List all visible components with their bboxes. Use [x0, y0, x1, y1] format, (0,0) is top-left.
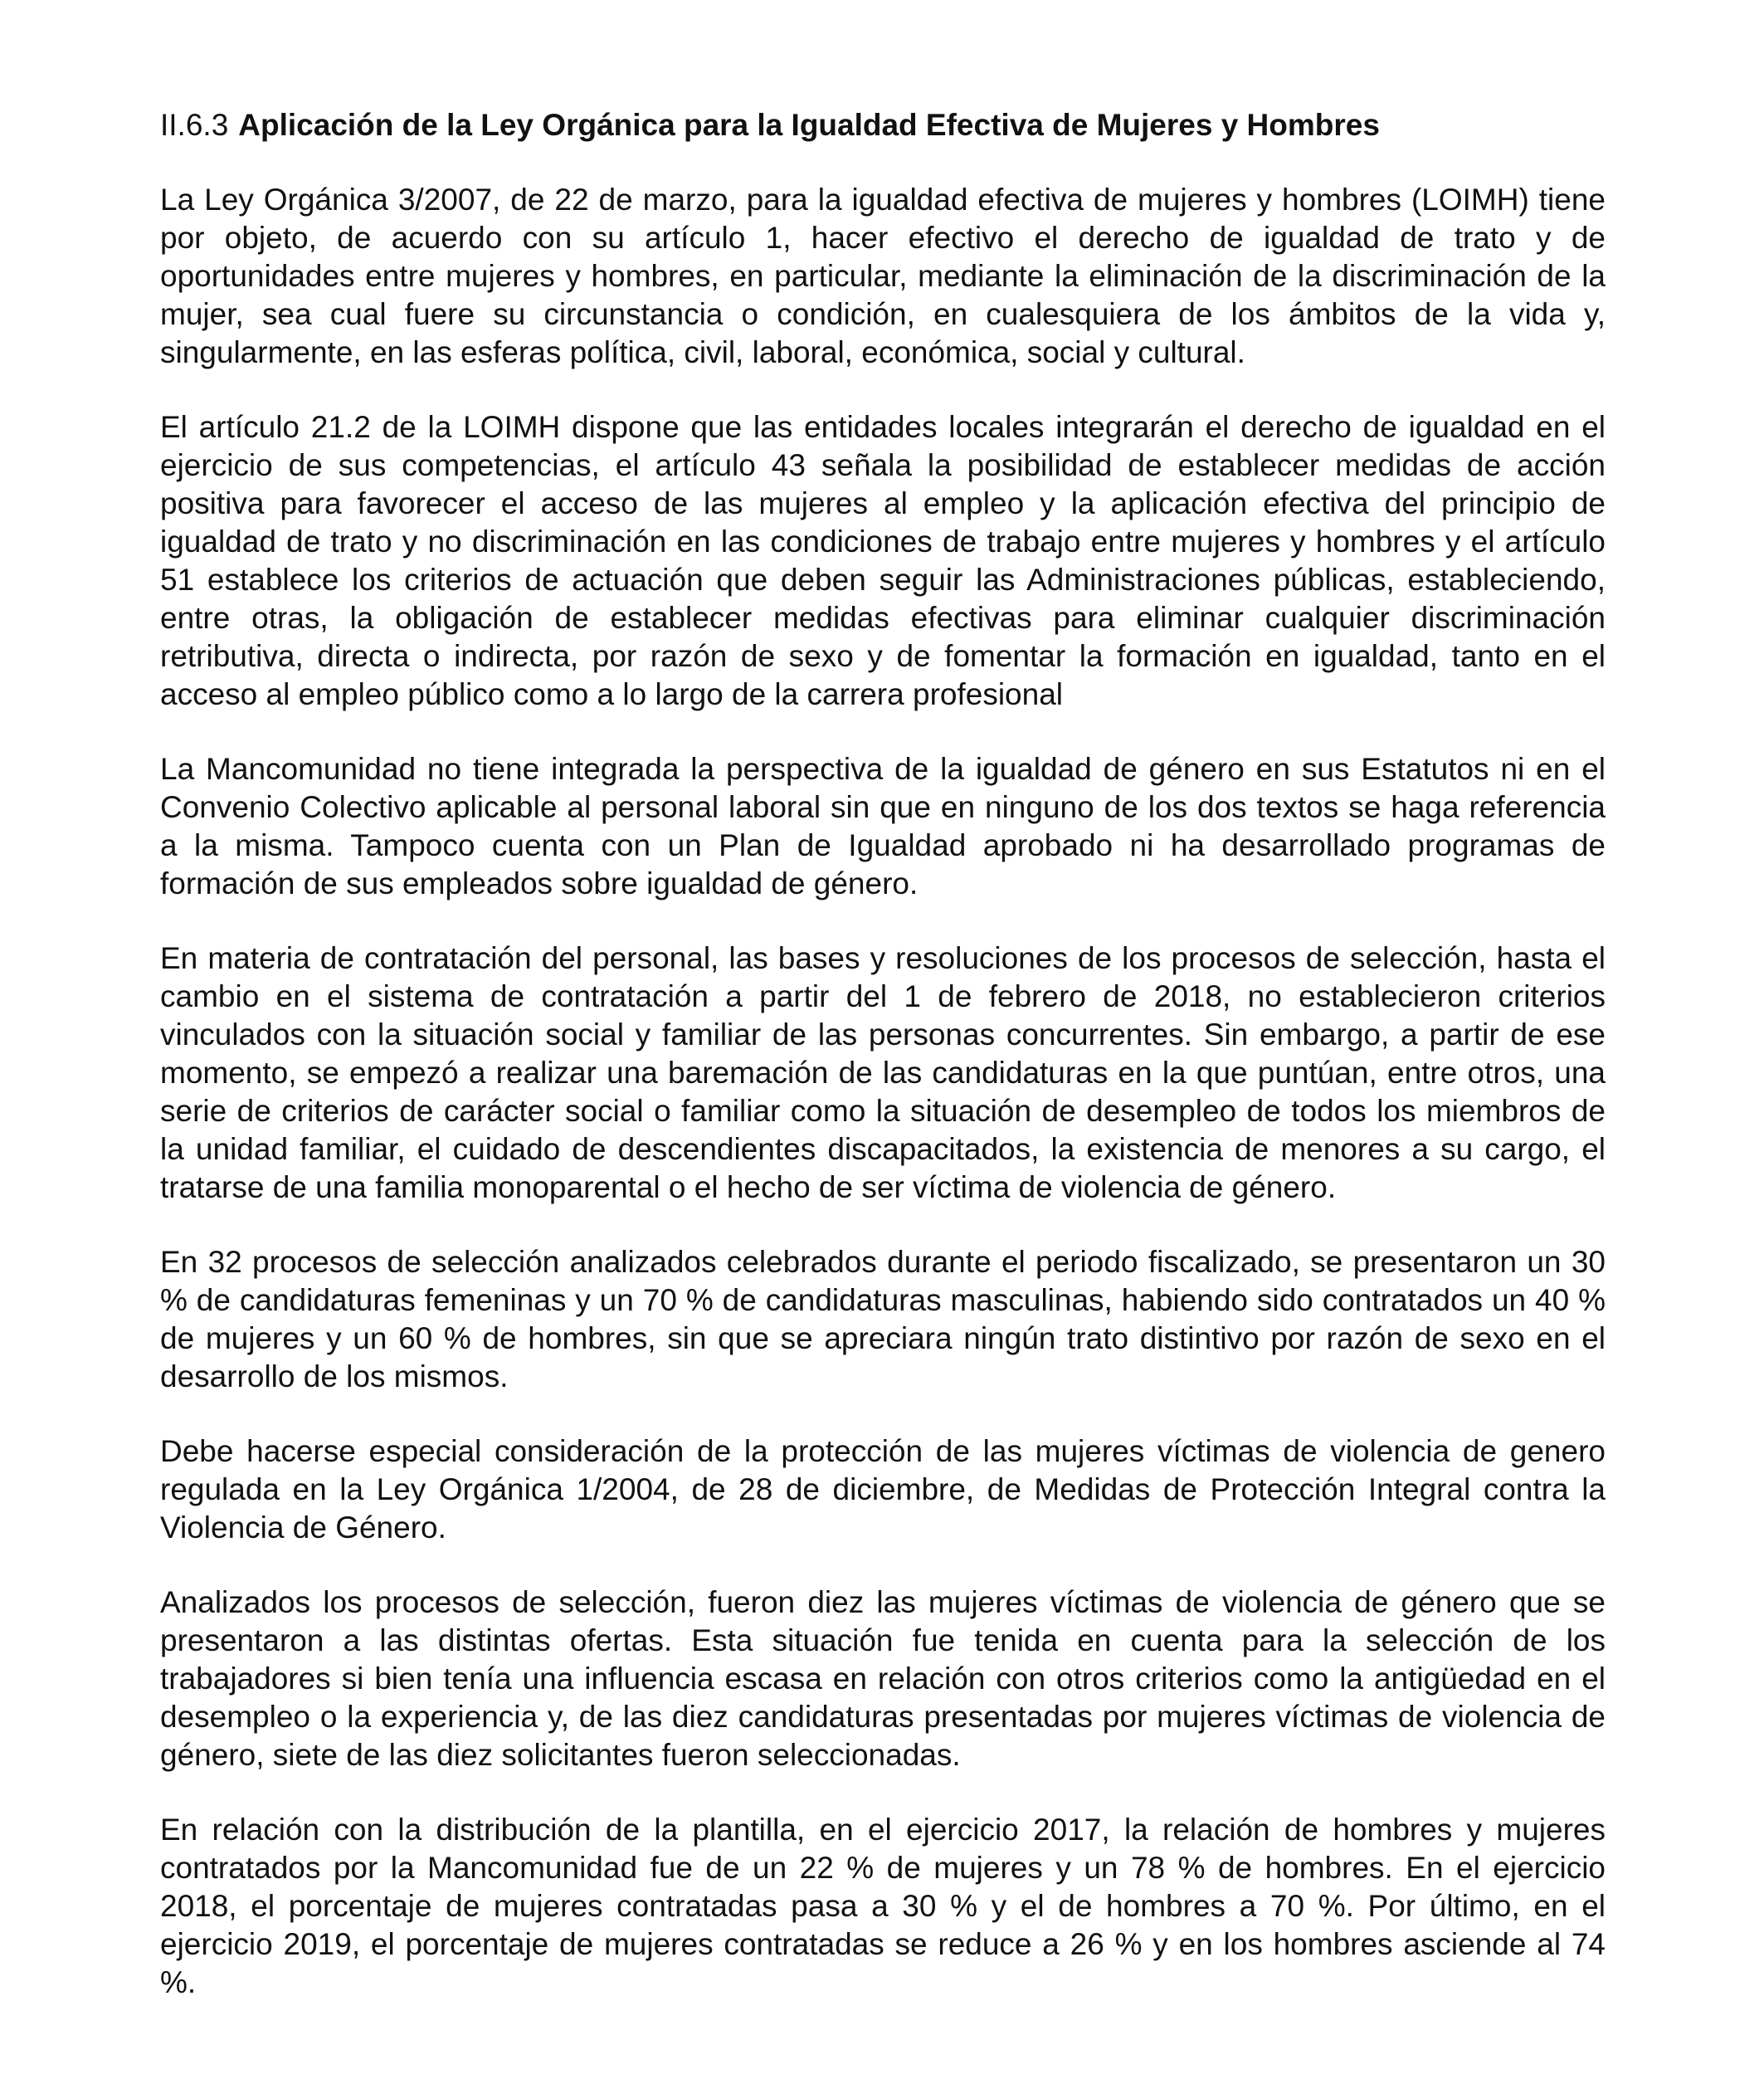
paragraph-loimh-objeto: La Ley Orgánica 3/2007, de 22 de marzo, para la igualdad efectiva de mujeres y hombres (LOIMH) tiene por objeto, de acuerdo con su artículo 1, hacer efectivo el derecho de igualdad de trato y de oportunidades entre mujeres y hombres, en particular, mediante la eliminación de la discriminación de la mujer, sea cual fuere su circunstancia o condición, en cualesquiera de los ámbitos de la vida y, singularmente, en las esferas política, civil, laboral, económica, social y cultural.	[160, 183, 1606, 369]
document-page	[160, 106, 1606, 2038]
section-title: Aplicación de la Ley Orgánica para la Igualdad Efectiva de Mujeres y Hombres	[238, 108, 1380, 142]
paragraph-contratacion-personal: En materia de contratación del personal, las bases y resoluciones de los procesos de selección, hasta el cambio en el sistema de contratación a partir del 1 de febrero de 2018, no establecieron criterios vinculados con la situación social y familiar de las personas concurrentes. Sin embargo, a partir de ese momento, se empezó a realizar una baremación de las candidaturas en la que puntúan, entre otros, una serie de criterios de carácter social o familiar como la situación de desempleo de todos los miembros de la unidad familiar, el cuidado de descendientes discapacitados, la existencia de menores a su cargo, el tratarse de una familia monoparental o el hecho de ser víctima de violencia de género.	[160, 941, 1606, 1204]
paragraph-procesos-seleccion: En 32 procesos de selección analizados celebrados durante el periodo fiscalizado, se presentaron un 30 % de candidaturas femeninas y un 70 % de candidaturas masculinas, habiendo sido contratados un 40 % de mujeres y un 60 % de hombres, sin que se apreciara ningún trato distintivo por razón de sexo en el desarrollo de los mismos.	[160, 1245, 1606, 1393]
paragraph-proteccion-victimas: Debe hacerse especial consideración de la protección de las mujeres víctimas de violencia de genero regulada en la Ley Orgánica 1/2004, de 28 de diciembre, de Medidas de Protección Integral contra la Violencia de Género.	[160, 1434, 1606, 1545]
section-number: II.6.3	[160, 108, 229, 142]
paragraph-distribucion-plantilla: En relación con la distribución de la plantilla, en el ejercicio 2017, la relación de hombres y mujeres contratados por la Mancomunidad fue de un 22 % de mujeres y un 78 % de hombres. En el ejercicio 2018, el porcentaje de mujeres contratadas pasa a 30 % y el de hombres a 70 %. Por último, en el ejercicio 2019, el porcentaje de mujeres contratadas se reduce a 26 % y en los hombres asciende al 74 %.	[160, 1813, 1606, 1999]
section-heading	[160, 106, 1606, 144]
paragraph-mancomunidad-perspectiva: La Mancomunidad no tiene integrada la perspectiva de la igualdad de género en sus Estatutos ni en el Convenio Colectivo aplicable al personal laboral sin que en ninguno de los dos textos se haga referencia a la misma. Tampoco cuenta con un Plan de Igualdad aprobado ni ha desarrollado programas de formación de sus empleados sobre igualdad de género.	[160, 752, 1606, 900]
paragraph-analisis-victimas: Analizados los procesos de selección, fueron diez las mujeres víctimas de violencia de género que se presentaron a las distintas ofertas. Esta situación fue tenida en cuenta para la selección de los trabajadores si bien tenía una influencia escasa en relación con otros criterios como la antigüedad en el desempleo o la experiencia y, de las diez candidaturas presentadas por mujeres víctimas de violencia de género, siete de las diez solicitantes fueron seleccionadas.	[160, 1585, 1606, 1772]
paragraph-articulos-loimh: El artículo 21.2 de la LOIMH dispone que las entidades locales integrarán el derecho de igualdad en el ejercicio de sus competencias, el artículo 43 señala la posibilidad de establecer medidas de acción positiva para favorecer el acceso de las mujeres al empleo y la aplicación efectiva del principio de igualdad de trato y no discriminación en las condiciones de trabajo entre mujeres y hombres y el artículo 51 establece los criterios de actuación que deben seguir las Administraciones públicas, estableciendo, entre otras, la obligación de establecer medidas efectivas para eliminar cualquier discriminación retributiva, directa o indirecta, por razón de sexo y de fomentar la formación en igualdad, tanto en el acceso al empleo público como a lo largo de la carrera profesional	[160, 410, 1606, 711]
